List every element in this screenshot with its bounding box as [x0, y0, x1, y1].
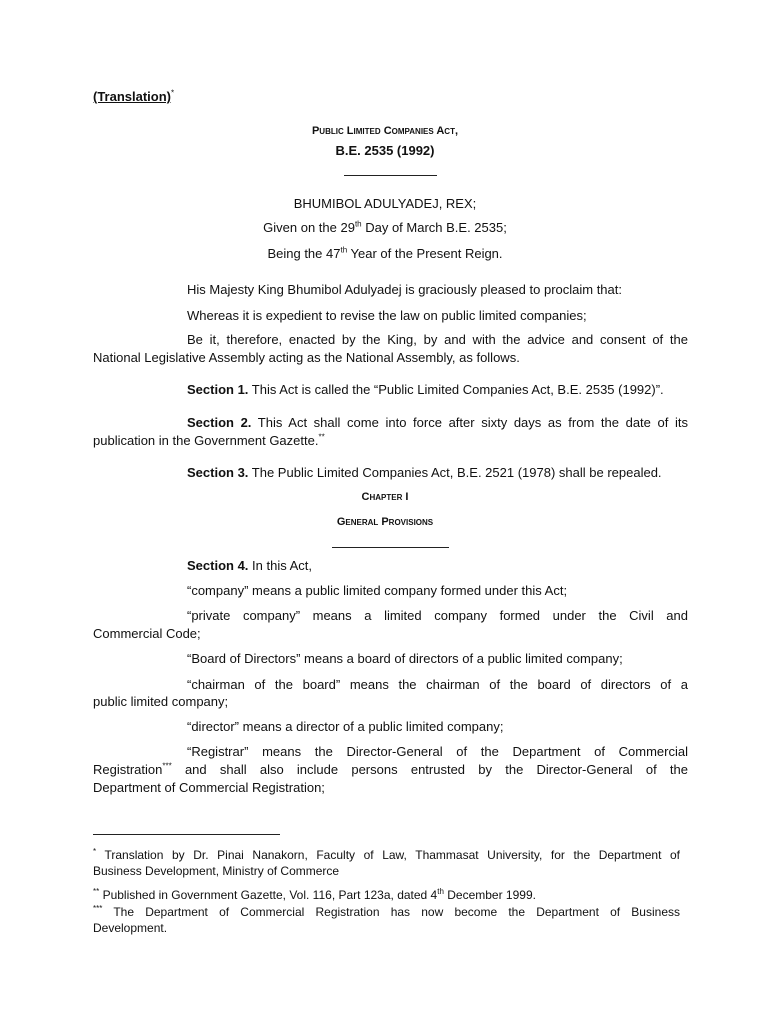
definition-private-company-line1: “private company” means a limited company formed under the Civil and: [187, 608, 688, 623]
definition-private-company-line2: Commercial Code;: [93, 626, 201, 641]
chapter-title: General Provisions: [336, 516, 434, 528]
act-title: Public Limited Companies Act,: [311, 125, 459, 137]
chapter-divider: [332, 547, 449, 548]
definition-director: “director” means a director of a public limited company;: [187, 719, 504, 734]
rex-line: BHUMIBOL ADULYADEJ, REX;: [293, 196, 477, 211]
act-year: B.E. 2535 (1992): [335, 143, 435, 158]
section-3: Section 3. The Public Limited Companies Act, B.E. 2521 (1978) shall be repealed.: [187, 465, 662, 480]
section-1: Section 1. This Act is called the “Public Limited Companies Act, B.E. 2535 (1992)”.: [187, 382, 664, 397]
footnote-3-line1: *** The Department of Commercial Registration has now become the Department of Business: [93, 904, 680, 919]
definition-registrar-line2: Registration*** and shall also include persons entrusted by the Director-General of the: [93, 761, 688, 777]
footnote-divider: [93, 834, 280, 835]
definition-board: “Board of Directors” means a board of directors of a public limited company;: [187, 651, 623, 666]
translation-label: (Translation)*: [93, 88, 175, 104]
definition-chairman-line2: public limited company;: [93, 694, 229, 709]
preamble-enacted-line2: National Legislative Assembly acting as the National Assembly, as follows.: [93, 350, 520, 365]
section-4-intro: Section 4. In this Act,: [187, 558, 313, 573]
section-2-line1: Section 2. This Act shall come into force after sixty days as from the date of its: [187, 415, 688, 430]
given-line: Given on the 29th Day of March B.E. 2535;: [263, 219, 507, 235]
chapter-number: Chapter I: [361, 491, 409, 503]
definition-registrar-line3: Department of Commercial Registration;: [93, 780, 325, 795]
definition-company: “company” means a public limited company formed under this Act;: [187, 583, 568, 598]
footnote-3-line2: Development.: [93, 921, 168, 935]
preamble-proclaim: His Majesty King Bhumibol Adulyadej is graciously pleased to proclaim that:: [187, 282, 622, 297]
footnote-1-line2: Business Development, Ministry of Commerce: [93, 864, 340, 878]
reign-line: Being the 47th Year of the Present Reign.: [267, 245, 503, 261]
footnote-2: ** Published in Government Gazette, Vol. 116, Part 123a, dated 4th December 1999.: [93, 887, 536, 902]
title-divider: [344, 175, 437, 176]
preamble-whereas: Whereas it is expedient to revise the law on public limited companies;: [187, 308, 587, 323]
footnote-1-line1: * Translation by Dr. Pinai Nanakorn, Faculty of Law, Thammasat University, for the Department of: [93, 847, 680, 862]
definition-registrar-line1: “Registrar” means the Director-General of the Department of Commercial: [187, 744, 688, 759]
section-2-line2: publication in the Government Gazette.**: [93, 432, 325, 448]
preamble-enacted-line1: Be it, therefore, enacted by the King, by and with the advice and consent of the: [187, 332, 688, 347]
definition-chairman-line1: “chairman of the board” means the chairman of the board of directors of a: [187, 677, 688, 692]
